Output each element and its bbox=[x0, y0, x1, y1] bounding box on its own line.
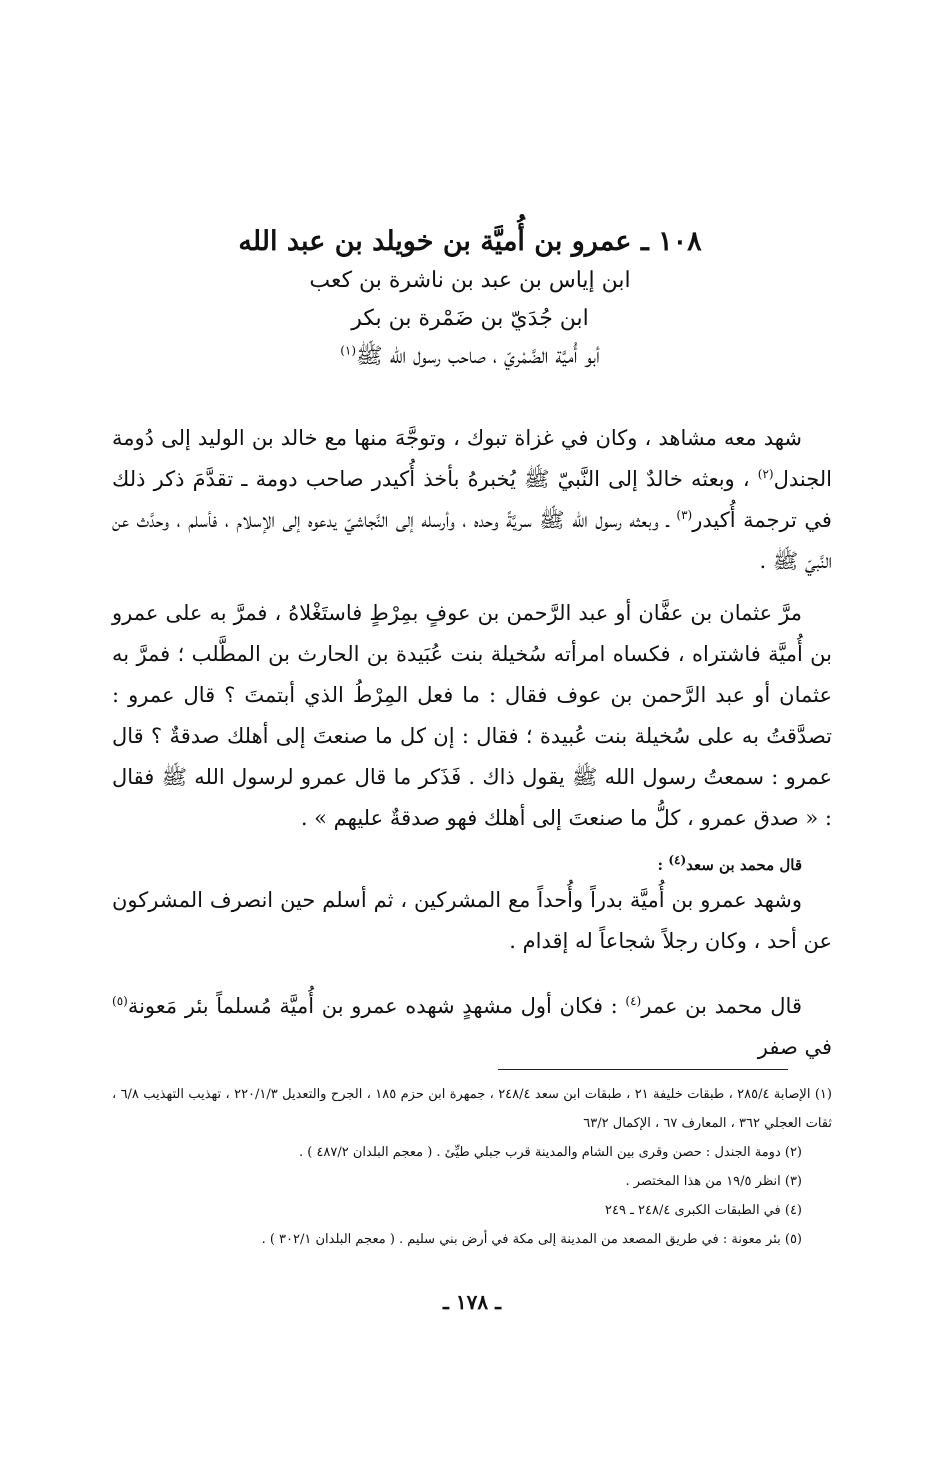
lineage-line-2: ابن جُدَيّ بن ضَمْرة بن بكر bbox=[351, 306, 589, 331]
anecdote-paragraph: مرَّ عثمان بن عفَّان أو عبد الرَّحمن بن عوفٍ بمِرْطٍ فاستَغْلاهُ ، فمرَّ به على عمرو بن أُميَّة فاشتراه ، فكساه امرأته سُخيلة بنت عُبَيدة بن الحارث بن المطَّلب ؛ فمرَّ به عثمان أو عبد الرَّحمن بن عوف فقال : ما فعل المِرْطُ الذي أبتمتَ ؟ قال عمرو : تصدَّقتُ به على سُخيلة بنت عُبيدة ؛ فقال : إن كل ما صنعتَ إلى أهلك صدقةٌ ؟ قال عمرو : سمعتُ رسول الله ﷺ يقول ذاك . فَذَكر ما قال عمرو لرسول الله ﷺ فقال : « صدق عمرو ، كلُّ ما صنعتَ إلى أهلك فهو صدقةٌ عليهم » . bbox=[112, 601, 832, 830]
kunya-line bbox=[120, 338, 820, 376]
entry-title: ١٠٨ ـ عمرو بن أُميَّة بن خويلد بن عبد الله bbox=[238, 226, 702, 257]
kunya-text: أبو أُميَّة الضَّمْريّ ، صاحب رسول الله ﷺ bbox=[356, 344, 600, 369]
ibn-saad-section bbox=[112, 850, 832, 962]
entry-heading bbox=[120, 222, 820, 376]
footnote-ref: (٣) bbox=[676, 508, 693, 522]
para1-part-c: ـ وبعثه رسول الله ﷺ سريَّةً وحده ، وأرسله إلى النَّجاشيّ يدعوه إلى الإسلام ، فأسلم ، وحدَّث عن النَّبيّ ﷺ . bbox=[112, 508, 832, 573]
footnote-2: (٢) دومة الجندل : حصن وقرى بين الشام والمدينة قرب جبلي طيِّئ . ( معجم البلدان ٤٨٧/٢ ) . bbox=[298, 1145, 802, 1160]
footnotes bbox=[112, 1080, 832, 1254]
footnote-4: (٤) في الطبقات الكبرى ٢٤٨/٤ ـ ٢٤٩ bbox=[604, 1203, 802, 1218]
footnote-ref: (٤) bbox=[625, 994, 642, 1008]
ibn-umar-paragraph: قال محمد بن عمر$^{(٤)}$ : فكان أول مشهدٍ شهده عمرو بن أُميَّة مُسلماً بئر مَعونة$^{(٥)}$ في صفر bbox=[112, 994, 832, 1059]
biography-paragraph bbox=[112, 418, 832, 582]
footnote-3: (٣) انظر ١٩/٥ من هذا المختصر . bbox=[625, 1174, 802, 1189]
footnote-divider bbox=[498, 1069, 788, 1070]
footnote-ref: (٥) bbox=[112, 994, 128, 1008]
ibn-saad-paragraph: وشهد عمرو بن أُميَّة بدراً وأُحداً مع المشركين ، ثم أسلم حين انصرف المشركون عن أحد ، وكان رجلاً شجاعاً له إقدام . bbox=[112, 888, 832, 953]
footnote-ref: (٢) bbox=[757, 467, 774, 481]
footnote-ref: (٤) bbox=[668, 853, 687, 867]
section-label: قال محمد بن سعد$^{(٤)}$ : bbox=[657, 853, 802, 874]
footnote-5: (٥) بئر معونة : في طريق المصعد من المدينة إلى مكة في أرض بني سليم . ( معجم البلدان ٣٠٢/١ ) . bbox=[261, 1232, 802, 1247]
page-number: ـ ١٧٨ ـ bbox=[443, 1290, 501, 1314]
footnote-1: (١) الإصابة ٢٨٥/٤ ، طبقات خليفة ٢١ ، طبقات ابن سعد ٢٤٨/٤ ، جمهرة ابن حزم ١٨٥ ، الجرح والتعديل ٢٢٠/١/٣ ، تهذيب التهذيب ٦/٨ ، ثقات العجلي ٣٦٢ ، المعارف ٦٧ ، الإكمال ٦٣/٢ bbox=[112, 1087, 832, 1131]
para1-part-b: ، وبعثه خالدٌ إلى النَّبيّ ﷺ يُخبرهُ بأخذ أُكيدر صاحب دومة ـ تقدَّمَ ذكر ذلك في ترجمة أُكيدر bbox=[112, 467, 832, 532]
footnote-ref: (١) bbox=[340, 343, 357, 358]
para1-part-a: شهد معه مشاهد ، وكان في غزاة تبوك ، وتوجَّهَ منها مع خالد بن الوليد إلى دُومة الجندل bbox=[112, 426, 832, 491]
lineage-line-1: ابن إياس بن عبد بن ناشرة بن كعب bbox=[309, 268, 631, 293]
